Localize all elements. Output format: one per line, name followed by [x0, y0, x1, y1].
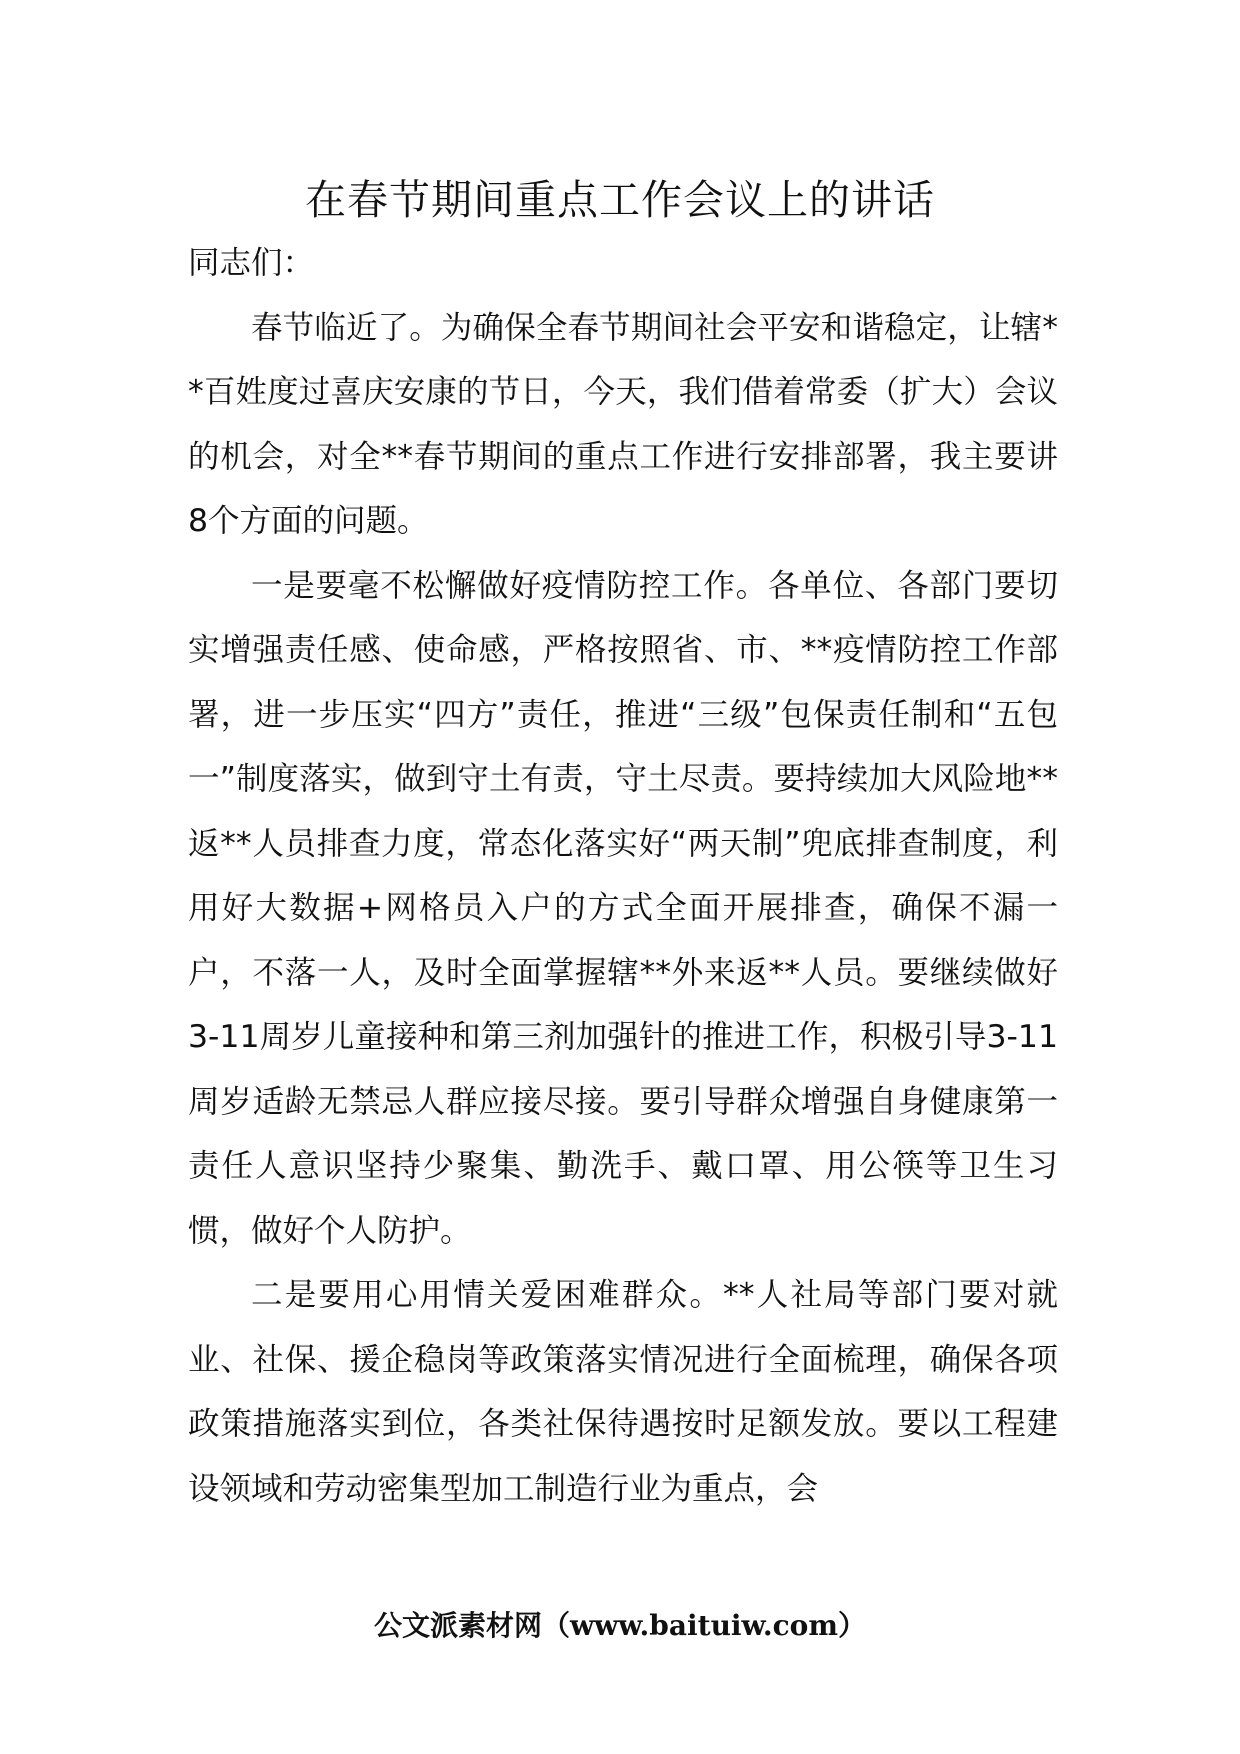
paragraph-care-for-needy: 二是要用心用情关爱困难群众。**人社局等部门要对就业、社保、援企稳岗等政策落实情况进行全面梳理，确保各项政策措施落实到位，各类社保待遇按时足额发放。要以工程建设领域和劳动密集型加工制造行业为重点，会: [188, 1277, 1058, 1507]
paragraph-intro: 春节临近了。为确保全春节期间社会平安和谐稳定，让辖**百姓度过喜庆安康的节日，今天，我们借着常委（扩大）会议的机会，对全**春节期间的重点工作进行安排部署，我主要讲8个方面的问题。: [188, 309, 1058, 539]
document-body: [188, 231, 1058, 1521]
paragraph-epidemic-control: 一是要毫不松懈做好疫情防控工作。各单位、各部门要切实增强责任感、使命感，严格按照省、市、**疫情防控工作部署，进一步压实“四方”责任，推进“三级”包保责任制和“五包一”制度落实，做到守土有责，守土尽责。要持续加大风险地**返**人员排查力度，常态化落实好“两天制”兜底排查制度，利用好大数据+网格员入户的方式全面开展排查，确保不漏一户，不落一人，及时全面掌握辖**外来返**人员。要继续做好3-11周岁儿童接种和第三剂加强针的推进工作，积极引导3-11周岁适龄无禁忌人群应接尽接。要引导群众增强自身健康第一责任人意识坚持少聚集、勤洗手、戴口罩、用公筷等卫生习惯，做好个人防护。: [188, 567, 1058, 1249]
salutation: 同志们：: [188, 245, 315, 281]
footer-watermark-text: 公文派素材网（www.baituiw.com）: [374, 1609, 866, 1642]
document-title: 在春节期间重点工作会议上的讲话: [305, 176, 935, 224]
